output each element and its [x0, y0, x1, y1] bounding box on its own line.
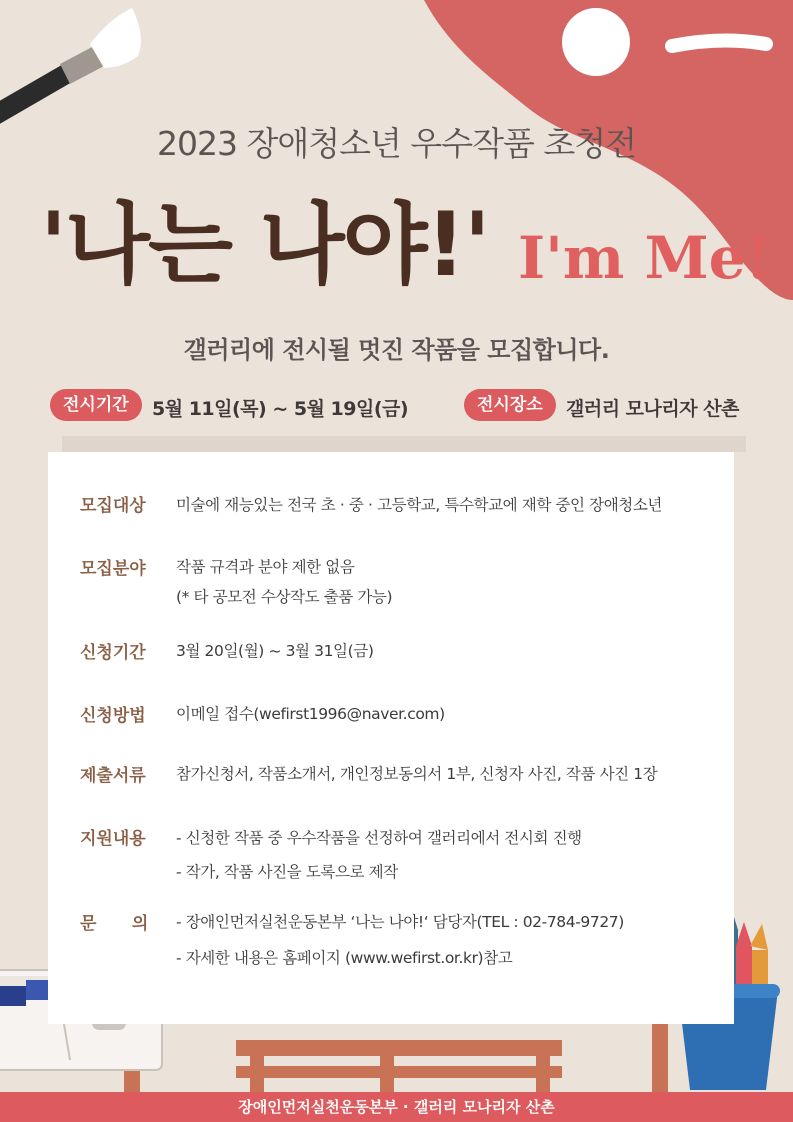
value-support-line2: - 작가, 작품 사진을 도록으로 제작: [176, 863, 398, 881]
label-field: 모집분야: [80, 559, 146, 579]
easel-top-bar: [62, 436, 746, 452]
value-inquiry-line2: - 자세한 내용은 홈페이지 (www.wefirst.or.kr)참고: [176, 949, 513, 967]
value-documents: 참가신청서, 작품소개서, 개인정보동의서 1부, 신청자 사진, 작품 사진 1장: [176, 765, 658, 783]
value-apply-method: 이메일 접수(wefirst1996@naver.com): [176, 705, 445, 723]
venue-badge: 전시장소: [464, 389, 556, 421]
value-field-line2: (* 타 공모전 수상작도 출품 가능): [176, 588, 393, 606]
paintbrush-icon: [0, 8, 141, 118]
white-swoosh: [672, 40, 766, 46]
pre-title: 2023 장애청소년 우수작품 초청전: [157, 124, 636, 163]
value-inquiry-line1: - 장애인먼저실천운동본부 ‘나는 나야!‘ 담당자(TEL : 02-784-9727): [176, 913, 624, 931]
label-inquiry: 문 의: [80, 914, 149, 934]
easel-base: [124, 1018, 668, 1092]
sub-title: I'm Me!: [518, 224, 772, 292]
venue-value: 갤러리 모나리자 산촌: [566, 398, 739, 420]
value-apply-period: 3월 20일(월) ~ 3월 31일(금): [176, 642, 374, 660]
details-card: [48, 452, 734, 1024]
main-title: '나는 나야!': [40, 193, 489, 296]
value-support-line1: - 신청한 작품 중 우수작품을 선정하여 갤러리에서 전시회 진행: [176, 829, 582, 847]
label-apply-period: 신청기간: [80, 643, 146, 663]
exhibition-venue: [464, 390, 556, 415]
period-badge: 전시기간: [50, 389, 142, 421]
exhibition-period: [50, 390, 142, 415]
label-apply-method: 신청방법: [80, 706, 146, 726]
tagline: 갤러리에 전시될 멋진 작품을 모집합니다.: [183, 336, 610, 364]
label-target: 모집대상: [80, 496, 146, 516]
period-value: 5월 11일(목) ~ 5월 19일(금): [152, 398, 409, 420]
footer-bar: 장애인먼저실천운동본부 · 갤러리 모나리자 산촌: [0, 1092, 793, 1122]
label-documents: 제출서류: [80, 766, 146, 786]
value-field-line1: 작품 규격과 분야 제한 없음: [176, 558, 355, 576]
label-support: 지원내용: [80, 829, 146, 849]
white-circle-dot: [562, 8, 630, 76]
value-target: 미술에 재능있는 전국 초 · 중 · 고등학교, 특수학교에 재학 중인 장애청소년: [176, 496, 662, 514]
